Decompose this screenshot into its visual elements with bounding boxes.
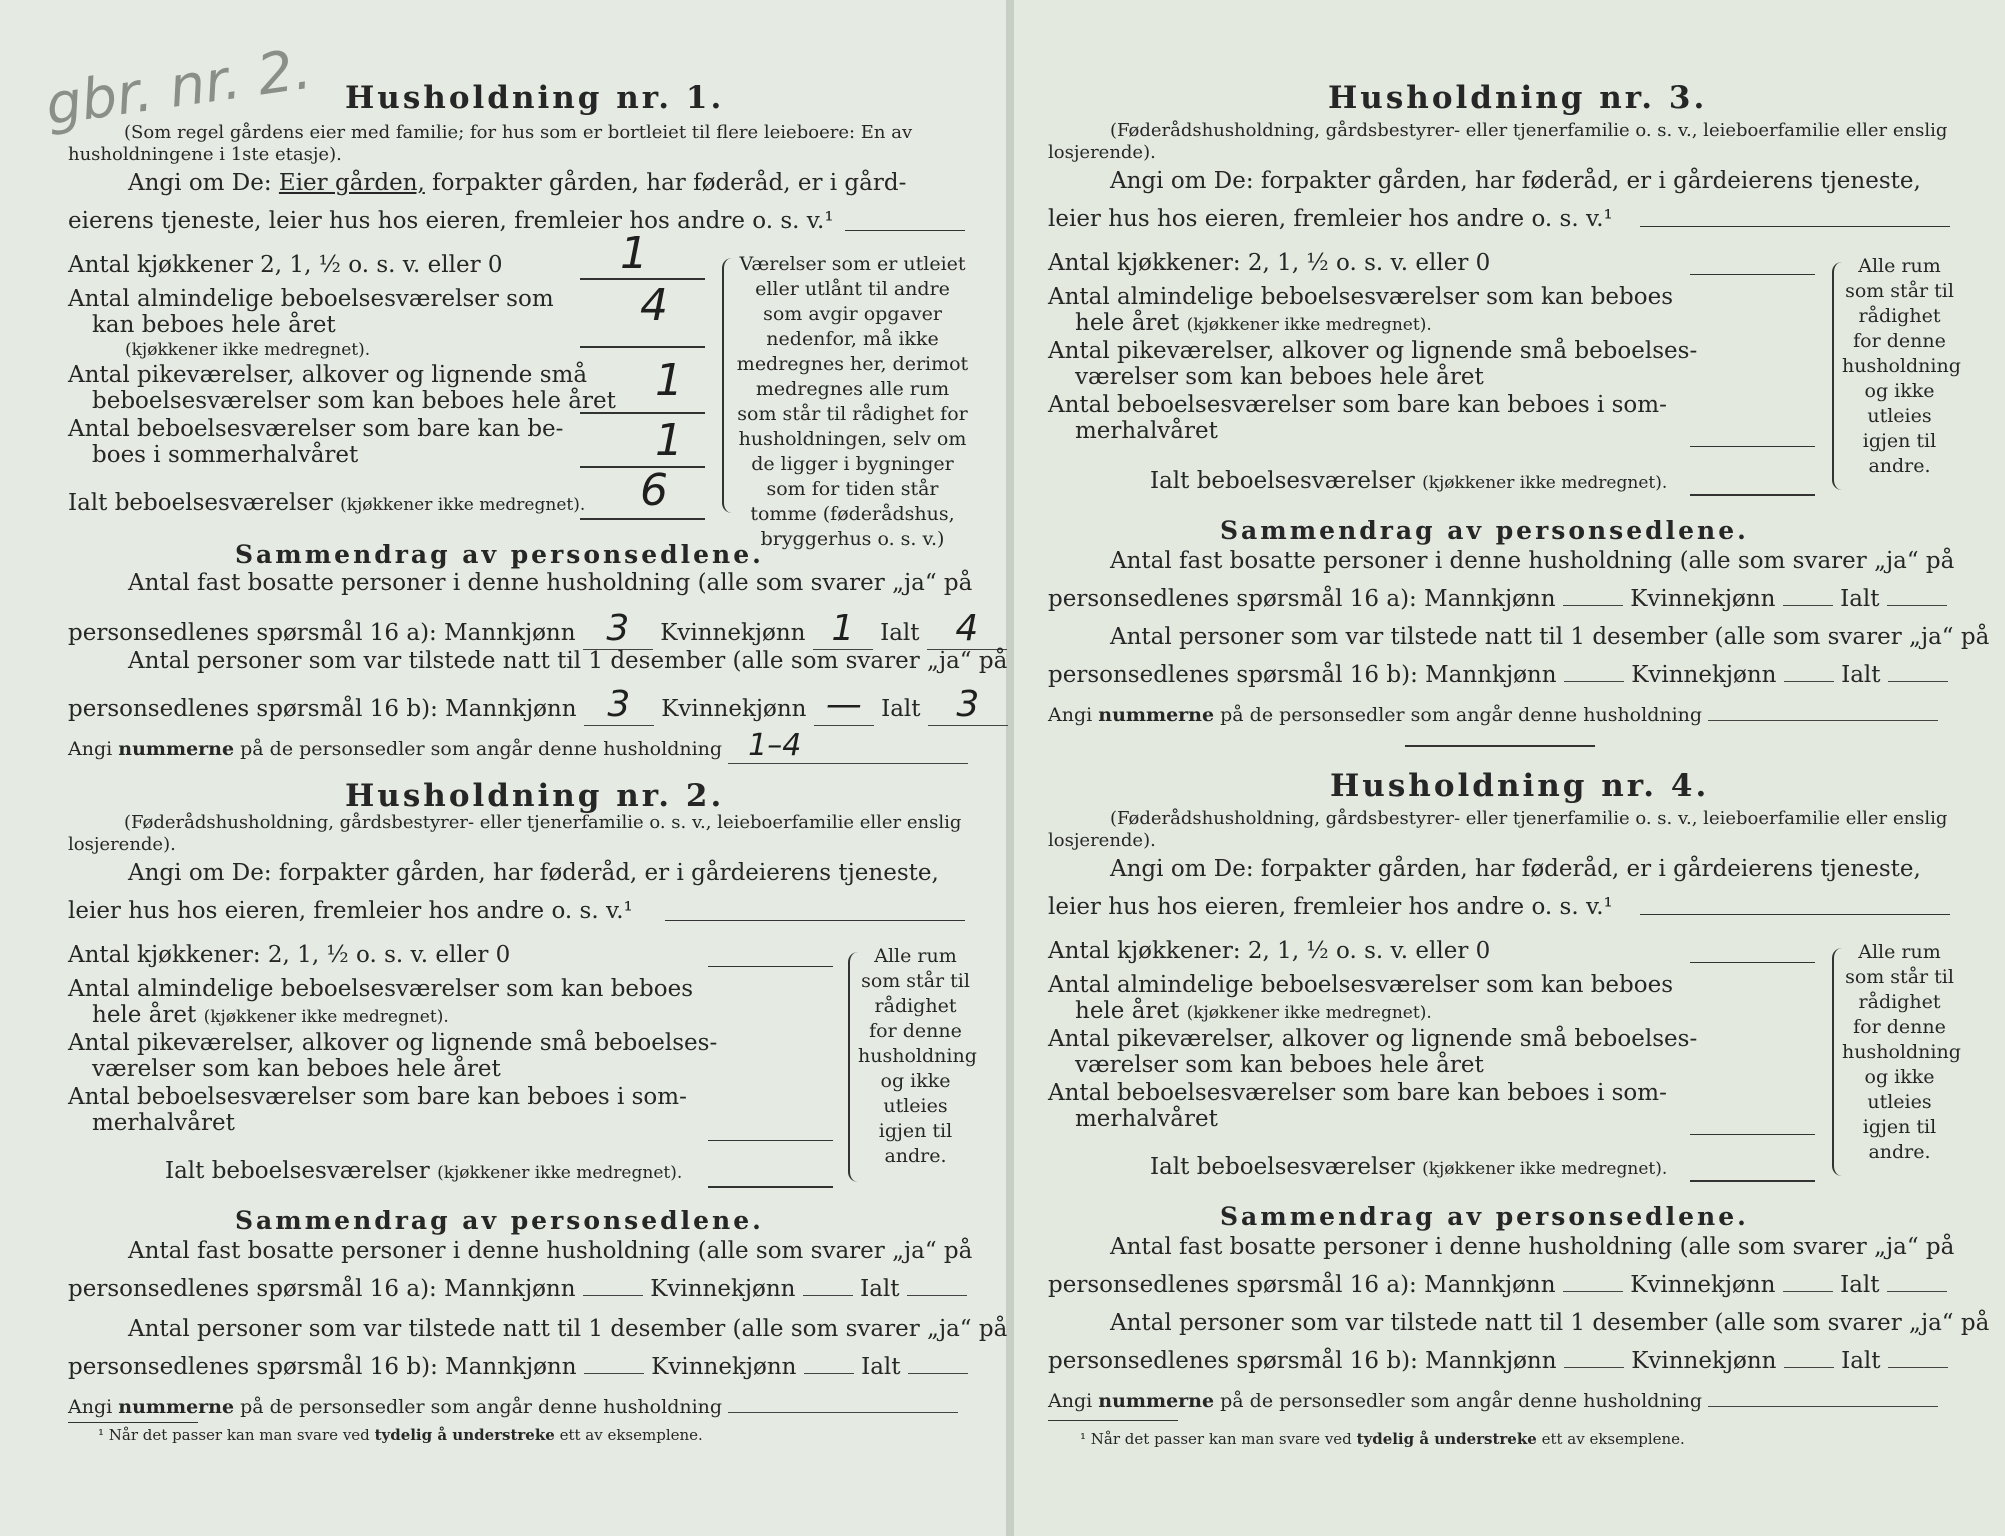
hh4-fast-ialt[interactable] [1887, 1291, 1947, 1292]
hh2-fast-ialt[interactable] [907, 1295, 967, 1296]
hh4-kjokkener: Antal kjøkkener: 2, 1, ½ o. s. v. eller 0 [1048, 938, 1491, 964]
hh2-sommer-l1: Antal beboelsesværelser som bare kan beboes i som- [68, 1084, 687, 1110]
hh2-title: Husholdning nr. 2. [345, 778, 725, 814]
hh3-kjokkener: Antal kjøkkener: 2, 1, ½ o. s. v. eller 0 [1048, 250, 1491, 276]
hh2-ialt-answer[interactable] [708, 1186, 833, 1188]
hh4-pike-l2: værelser som kan beboes hele året [1075, 1052, 1484, 1078]
hh4-note: (Føderådshusholdning, gårdsbestyrer- eller tjenerfamilie o. s. v., leieboerfamilie eller enslig losjerende). [1048, 808, 1948, 851]
hh2-tilstede-l2 [68, 1354, 968, 1380]
hh2-side-note: Alle rum som står til rådighet for denne husholdning og ikke utleies igjen til andre. [858, 945, 977, 1167]
hh4-fast-kvinne-label: Kvinnekjønn [1630, 1272, 1776, 1298]
hh3-almindelige-l1: Antal almindelige beboelsesværelser som kan beboes [1048, 284, 1674, 310]
hh4-title: Husholdning nr. 4. [1330, 768, 1710, 804]
hh1-tilstede-l2 [68, 684, 1008, 726]
hh1-tilstede-kvinne[interactable]: — [814, 684, 874, 726]
hh2-pike-l2: værelser som kan beboes hele året [92, 1056, 501, 1082]
hh2-fast-mann[interactable] [583, 1295, 643, 1296]
hh3-sammendrag: Sammendrag av personsedlene. [1220, 516, 1749, 545]
hh3-tilstede-l2-label: personsedlenes spørsmål 16 b): Mannkjønn [1048, 662, 1557, 688]
hh2-sammendrag: Sammendrag av personsedlene. [235, 1206, 764, 1235]
pencil-note: gbr. nr. 2. [41, 36, 316, 139]
hh1-side-note: Værelser som er utleiet eller utlånt til andre som avgir opgaver nedenfor, må ikke medregnes her, derimot medregnes alle rum som står til rådighet for husholdningen, selv om de ligger i bygninger som for tiden står tomme (føderådshus, bryggerhus o. s. v.) [736, 253, 969, 550]
hh4-sammendrag: Sammendrag av personsedlene. [1220, 1202, 1749, 1231]
hh4-nummerne-answer[interactable] [1708, 1406, 1938, 1407]
hh4-ialt-label: Ialt beboelsesværelser [1150, 1154, 1415, 1180]
hh1-fast-l2 [68, 608, 1007, 650]
hh2-almindelige-l2-line [92, 1002, 449, 1030]
hh4-nummerne-bold: nummerne [1098, 1390, 1215, 1412]
hh2-nummerne-pre: Angi [68, 1396, 113, 1418]
hh4-fast-l1: Antal fast bosatte personer i denne husholdning (alle som svarer „ja“ på [1110, 1234, 1955, 1260]
hh1-pike-rule [580, 412, 705, 414]
hh2-ialt-label: Ialt beboelsesværelser [165, 1158, 430, 1184]
hh1-almindelige-rule [580, 346, 705, 348]
hh1-pike-value[interactable]: 1 [655, 355, 683, 406]
hh2-almindelige-sub: (kjøkkener ikke medregnet). [203, 1007, 449, 1027]
hh3-ialt-label: Ialt beboelsesværelser [1150, 468, 1415, 494]
hh2-nummerne-answer[interactable] [728, 1412, 958, 1413]
hh2-angi-l2: leier hus hos eieren, fremleier hos andre o. s. v.¹ [68, 898, 633, 924]
hh1-nummerne-post: på de personsedler som angår denne husholdning [240, 738, 723, 760]
hh1-tilstede-mann[interactable]: 3 [584, 684, 654, 726]
hh3-nummerne-pre: Angi [1048, 704, 1093, 726]
hh3-nummerne-post: på de personsedler som angår denne husholdning [1220, 704, 1703, 726]
page-spine [1006, 0, 1014, 1536]
footnote-left-bold: tydelig å understreke [374, 1426, 555, 1444]
hh1-kjokkener-value[interactable]: 1 [620, 228, 648, 279]
hh4-pike-l1: Antal pikeværelser, alkover og lignende små beboelses- [1048, 1026, 1698, 1052]
hh2-sommer-l2: merhalvåret [92, 1110, 235, 1136]
hh3-almindelige-l2-line [1075, 310, 1432, 338]
hh2-fast-kvinne-label: Kvinnekjønn [650, 1276, 796, 1302]
hh1-ialt-value[interactable]: 6 [640, 465, 668, 516]
hh4-almindelige-l2-line [1075, 998, 1432, 1026]
hh1-angi-eier[interactable]: Eier gården, [278, 170, 425, 196]
hh1-nummerne-value[interactable]: 1–4 [728, 728, 968, 764]
footnote-separator-right [1048, 1420, 1178, 1421]
hh3-sommer-l2: merhalvåret [1075, 418, 1218, 444]
hh4-ialt-line [1150, 1154, 1667, 1182]
hh3-almindelige-l2: hele året [1075, 310, 1180, 336]
hh1-fast-kvinne[interactable]: 1 [813, 608, 873, 650]
hh3-pike-l2: værelser som kan beboes hele året [1075, 364, 1484, 390]
hh4-nummerne-post: på de personsedler som angår denne husholdning [1220, 1390, 1703, 1412]
hh3-fast-mann[interactable] [1563, 605, 1623, 606]
hh3-tilstede-kvinne[interactable] [1784, 681, 1834, 682]
hh4-tilstede-kvinne[interactable] [1784, 1367, 1834, 1368]
hh2-fast-kvinne[interactable] [803, 1295, 853, 1296]
hh4-tilstede-ialt-label: Ialt [1841, 1348, 1881, 1374]
hh3-ialt-line [1150, 468, 1667, 496]
hh4-almindelige-l1: Antal almindelige beboelsesværelser som kan beboes [1048, 972, 1674, 998]
hh2-nummerne-post: på de personsedler som angår denne husholdning [240, 1396, 723, 1418]
hh1-fast-kvinne-label: Kvinnekjønn [660, 620, 806, 646]
hh1-almindelige-value[interactable]: 4 [640, 280, 668, 331]
hh4-tilstede-kvinne-label: Kvinnekjønn [1631, 1348, 1777, 1374]
hh3-angi-l2: leier hus hos eieren, fremleier hos andre o. s. v.¹ [1048, 206, 1613, 232]
hh3-pike-l1: Antal pikeværelser, alkover og lignende små beboelses- [1048, 338, 1698, 364]
hh1-angi-answer-line[interactable] [845, 230, 965, 231]
hh4-ialt-sub: (kjøkkener ikke medregnet). [1422, 1159, 1668, 1179]
hh3-tilstede-mann[interactable] [1564, 681, 1624, 682]
hh2-ialt-line [165, 1158, 682, 1186]
footnote-separator-left [68, 1422, 198, 1423]
hh4-sommer-l1: Antal beboelsesværelser som bare kan beboes i som- [1048, 1080, 1667, 1106]
hh3-title: Husholdning nr. 3. [1328, 80, 1708, 116]
hh2-note: (Føderådshusholdning, gårdsbestyrer- eller tjenerfamilie o. s. v., leieboerfamilie eller enslig losjerende). [68, 812, 962, 855]
hh3-fast-kvinne[interactable] [1783, 605, 1833, 606]
hh3-tilstede-kvinne-label: Kvinnekjønn [1631, 662, 1777, 688]
hh1-kjokkener-label: Antal kjøkkener 2, 1, ½ o. s. v. eller 0 [68, 252, 503, 278]
hh2-kjokkener-answer[interactable] [708, 966, 833, 967]
hh1-angi-line [128, 170, 906, 196]
hh1-tilstede-ialt[interactable]: 3 [928, 684, 1008, 726]
hh2-fast-ialt-label: Ialt [860, 1276, 900, 1302]
hh2-angi-answer-line[interactable] [665, 920, 965, 921]
hh1-fast-ialt[interactable]: 4 [927, 608, 1007, 650]
hh4-almindelige-l2: hele året [1075, 998, 1180, 1024]
footnote-left [98, 1426, 703, 1444]
hh1-ialt-line [68, 490, 585, 518]
hh1-nummerne-line [68, 728, 968, 764]
hh1-pike-l2: beboelsesværelser som kan beboes hele året [92, 388, 616, 414]
hh1-sommer-l1: Antal beboelsesværelser som bare kan be- [68, 416, 564, 442]
hh3-tilstede-ialt[interactable] [1888, 681, 1948, 682]
hh2-tilstede-kvinne-label: Kvinnekjønn [651, 1354, 797, 1380]
hh4-tilstede-l2-label: personsedlenes spørsmål 16 b): Mannkjønn [1048, 1348, 1557, 1374]
hh1-sommer-l2: boes i sommerhalvåret [92, 442, 359, 468]
hh3-nummerne-answer[interactable] [1708, 720, 1938, 721]
hh1-fast-ialt-label: Ialt [880, 620, 920, 646]
hh2-tilstede-l2-label: personsedlenes spørsmål 16 b): Mannkjønn [68, 1354, 577, 1380]
hh4-tilstede-l1: Antal personer som var tilstede natt til 1 desember (alle som svarer „ja“ på [1110, 1310, 1990, 1336]
hh3-note: (Føderådshusholdning, gårdsbestyrer- eller tjenerfamilie o. s. v., leieboerfamilie eller enslig losjerende). [1048, 120, 1948, 163]
hh1-ialt-sub: (kjøkkener ikke medregnet). [340, 495, 586, 515]
hh3-almindelige-sub: (kjøkkener ikke medregnet). [1186, 315, 1432, 335]
hh2-pike-l1: Antal pikeværelser, alkover og lignende små beboelses- [68, 1030, 718, 1056]
hh1-almindelige-l2: kan beboes hele året [92, 312, 336, 338]
hh1-angi-prefix: Angi om De: [128, 170, 272, 196]
hh2-almindelige-l1: Antal almindelige beboelsesværelser som kan beboes [68, 976, 694, 1002]
hh1-fast-l1: Antal fast bosatte personer i denne husholdning (alle som svarer „ja“ på [128, 570, 973, 596]
hh4-tilstede-mann[interactable] [1564, 1367, 1624, 1368]
hh1-almindelige-sub: (kjøkkener ikke medregnet). [125, 340, 371, 360]
footnote-right-mark: ¹ [1080, 1430, 1087, 1448]
hh1-angi-line2: eierens tjeneste, leier hus hos eieren, fremleier hos andre o. s. v.¹ [68, 208, 834, 234]
hh2-angi-l1: Angi om De: forpakter gården, har føderåd, er i gårdeierens tjeneste, [128, 860, 939, 886]
hh4-sommer-answer[interactable] [1690, 1134, 1815, 1135]
hh3-fast-l2 [1048, 586, 1947, 612]
footnote-left-post: ett av eksemplene. [559, 1426, 703, 1444]
hh2-sommer-answer[interactable] [708, 1140, 833, 1141]
hh3-angi-l1: Angi om De: forpakter gården, har føderåd, er i gårdeierens tjeneste, [1110, 168, 1921, 194]
hh3-sommer-l1: Antal beboelsesværelser som bare kan beboes i som- [1048, 392, 1667, 418]
hh3-nummerne-line [1048, 704, 1938, 726]
hh1-ialt-rule [580, 518, 705, 520]
hh3-separator [1405, 745, 1595, 747]
hh3-nummerne-bold: nummerne [1098, 704, 1215, 726]
hh1-pike-l1: Antal pikeværelser, alkover og lignende små [68, 362, 588, 388]
hh4-ialt-answer[interactable] [1690, 1180, 1815, 1182]
hh4-angi-answer-line[interactable] [1640, 914, 1950, 915]
hh3-tilstede-ialt-label: Ialt [1841, 662, 1881, 688]
footnote-right-post: ett av eksemplene. [1541, 1430, 1685, 1448]
hh2-ialt-sub: (kjøkkener ikke medregnet). [437, 1163, 683, 1183]
hh2-tilstede-l1: Antal personer som var tilstede natt til 1 desember (alle som svarer „ja“ på [128, 1316, 1008, 1342]
hh3-sommer-answer[interactable] [1690, 446, 1815, 447]
hh1-nummerne-bold: nummerne [118, 738, 235, 760]
hh1-tilstede-kvinne-label: Kvinnekjønn [661, 696, 807, 722]
footnote-right [1080, 1430, 1685, 1448]
hh2-almindelige-l2: hele året [92, 1002, 197, 1028]
hh2-fast-l2-label: personsedlenes spørsmål 16 a): Mannkjønn [68, 1276, 576, 1302]
footnote-right-bold: tydelig å understreke [1356, 1430, 1537, 1448]
hh1-fast-mann[interactable]: 3 [583, 608, 653, 650]
hh1-tilstede-l1: Antal personer som var tilstede natt til 1 desember (alle som svarer „ja“ på [128, 648, 1008, 674]
hh4-nummerne-line [1048, 1390, 1938, 1412]
hh1-fast-l2-label: personsedlenes spørsmål 16 a): Mannkjønn [68, 620, 576, 646]
hh1-almindelige-l1: Antal almindelige beboelsesværelser som [68, 286, 554, 312]
hh2-nummerne-bold: nummerne [118, 1396, 235, 1418]
hh2-tilstede-ialt[interactable] [908, 1373, 968, 1374]
hh1-tilstede-ialt-label: Ialt [881, 696, 921, 722]
hh3-fast-ialt[interactable] [1887, 605, 1947, 606]
hh4-fast-l2-label: personsedlenes spørsmål 16 a): Mannkjønn [1048, 1272, 1556, 1298]
hh4-almindelige-sub: (kjøkkener ikke medregnet). [1186, 1003, 1432, 1023]
hh3-fast-ialt-label: Ialt [1840, 586, 1880, 612]
hh4-angi-l1: Angi om De: forpakter gården, har føderåd, er i gårdeierens tjeneste, [1110, 856, 1921, 882]
hh4-fast-mann[interactable] [1563, 1291, 1623, 1292]
hh1-title: Husholdning nr. 1. [345, 80, 725, 116]
hh1-sommer-value[interactable]: 1 [655, 415, 683, 466]
hh3-ialt-sub: (kjøkkener ikke medregnet). [1422, 473, 1668, 493]
hh1-ialt-label: Ialt beboelsesværelser [68, 490, 333, 516]
footnote-right-pre: Når det passer kan man svare ved [1090, 1430, 1352, 1448]
hh4-tilstede-l2 [1048, 1348, 1948, 1374]
hh4-kjokkener-answer[interactable] [1690, 962, 1815, 963]
hh3-fast-kvinne-label: Kvinnekjønn [1630, 586, 1776, 612]
hh2-kjokkener: Antal kjøkkener: 2, 1, ½ o. s. v. eller 0 [68, 942, 511, 968]
hh2-tilstede-kvinne[interactable] [804, 1373, 854, 1374]
hh2-fast-l1: Antal fast bosatte personer i denne husholdning (alle som svarer „ja“ på [128, 1238, 973, 1264]
hh4-nummerne-pre: Angi [1048, 1390, 1093, 1412]
hh3-angi-answer-line[interactable] [1640, 226, 1950, 227]
hh3-tilstede-l2 [1048, 662, 1948, 688]
hh2-tilstede-mann[interactable] [584, 1373, 644, 1374]
hh4-fast-ialt-label: Ialt [1840, 1272, 1880, 1298]
hh1-tilstede-l2-label: personsedlenes spørsmål 16 b): Mannkjønn [68, 696, 577, 722]
hh2-tilstede-ialt-label: Ialt [861, 1354, 901, 1380]
hh4-fast-l2 [1048, 1272, 1947, 1298]
hh3-side-note: Alle rum som står til rådighet for denne husholdning og ikke utleies igjen til andre. [1842, 255, 1961, 477]
hh3-fast-l2-label: personsedlenes spørsmål 16 a): Mannkjønn [1048, 586, 1556, 612]
hh1-nummerne-pre: Angi [68, 738, 113, 760]
hh2-fast-l2 [68, 1276, 967, 1302]
hh2-nummerne-line [68, 1396, 958, 1418]
hh3-kjokkener-answer[interactable] [1690, 274, 1815, 275]
hh3-ialt-answer[interactable] [1690, 494, 1815, 496]
hh1-angi-rest: forpakter gården, har føderåd, er i gård- [432, 170, 907, 196]
hh1-note: (Som regel gårdens eier med familie; for hus som er bortleiet til flere leieboere: En av husholdningene i 1ste etasje). [68, 122, 913, 165]
hh4-fast-kvinne[interactable] [1783, 1291, 1833, 1292]
hh3-fast-l1: Antal fast bosatte personer i denne husholdning (alle som svarer „ja“ på [1110, 548, 1955, 574]
hh1-sammendrag: Sammendrag av personsedlene. [235, 540, 764, 569]
footnote-left-pre: Når det passer kan man svare ved [108, 1426, 370, 1444]
hh4-sommer-l2: merhalvåret [1075, 1106, 1218, 1132]
hh4-tilstede-ialt[interactable] [1888, 1367, 1948, 1368]
hh3-tilstede-l1: Antal personer som var tilstede natt til 1 desember (alle som svarer „ja“ på [1110, 624, 1990, 650]
hh4-angi-l2: leier hus hos eieren, fremleier hos andre o. s. v.¹ [1048, 894, 1613, 920]
footnote-left-mark: ¹ [98, 1426, 105, 1444]
hh4-side-note: Alle rum som står til rådighet for denne husholdning og ikke utleies igjen til andre. [1842, 941, 1961, 1163]
